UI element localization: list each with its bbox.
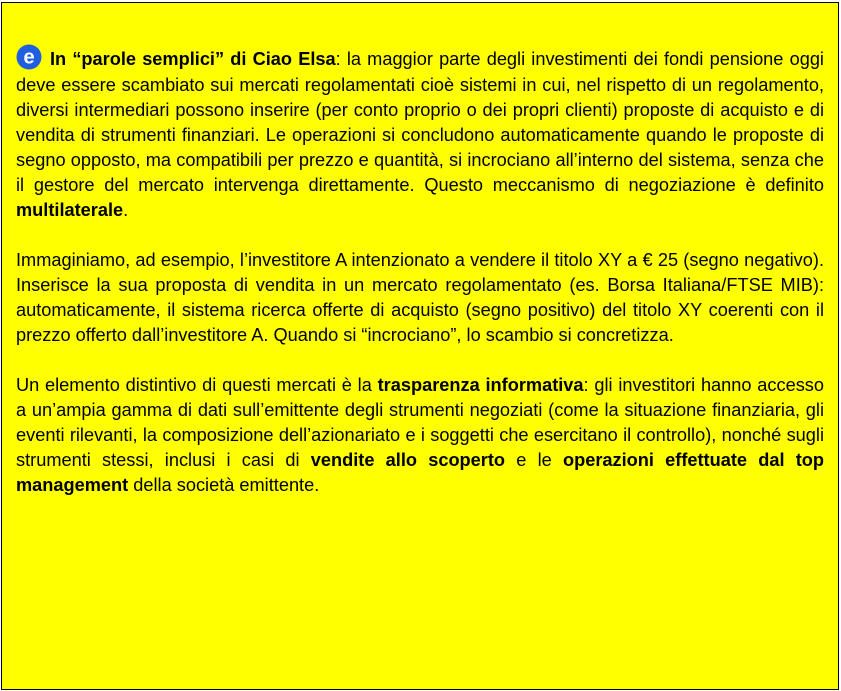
- transparency-bold-top-management: operazioni effettuate dal top management: [16, 450, 825, 496]
- svg-text:e: e: [23, 46, 35, 69]
- paragraph-transparency: [16, 373, 824, 498]
- transparency-text-e: e le: [505, 450, 563, 471]
- elsa-e-icon: [16, 44, 42, 70]
- transparency-text-g: della società emittente.: [128, 475, 320, 496]
- intro-bold-multilaterale: multilaterale: [16, 200, 124, 221]
- intro-text-a: : la maggior parte degli investimenti dei fondi pensione oggi deve essere scambiato sui mercati regolamentati cioè sistemi in cui, nel rispetto di un regolamento, diversi intermediari possono inserire (per conto proprio o dei propri clienti) proposte di acquisto e di vendita di strumenti finanziari. Le operazioni si concludono automaticamente quando le proposte di segno opposto, ma compatibili per prezzo e quantità, si incrociano all’interno del sistema, senza che il gestore del mercato intervenga direttamente. Questo meccanismo di negoziazione è definito: [16, 49, 824, 196]
- transparency-text-c: : gli investitori hanno accesso a un’ampia gamma di dati sull’emittente degli strumenti negoziati (come la situazione finanziaria, gli eventi rilevanti, la composizione dell’azionariato e i soggetti che esercitano il controllo), nonché sugli strumenti stessi, inclusi i casi di: [16, 375, 825, 471]
- paragraph-intro: [16, 47, 824, 223]
- paragraph-example: [16, 248, 824, 348]
- transparency-text-a: Un elemento distintivo di questi mercati è la: [16, 375, 378, 396]
- intro-text-c: .: [123, 200, 129, 221]
- transparency-bold-term: trasparenza informativa: [377, 375, 584, 396]
- transparency-bold-short-selling: vendite allo scoperto: [310, 450, 506, 471]
- info-box: [1, 2, 839, 690]
- intro-title: In “parole semplici” di Ciao Elsa: [50, 49, 336, 69]
- example-text: Immaginiamo, ad esempio, l’investitore A intenzionato a vendere il titolo XY a € 25 (segno negativo). Inserisce la sua proposta di vendita in un mercato regolamentato (es. Borsa Italiana/FTSE MIB): automaticamente, il sistema ricerca offerte di acquisto (segno positivo) del titolo XY coerenti con il prezzo offerto dall’investitore A. Quando si “incrociano”, lo scambio si concretizza.: [16, 250, 824, 346]
